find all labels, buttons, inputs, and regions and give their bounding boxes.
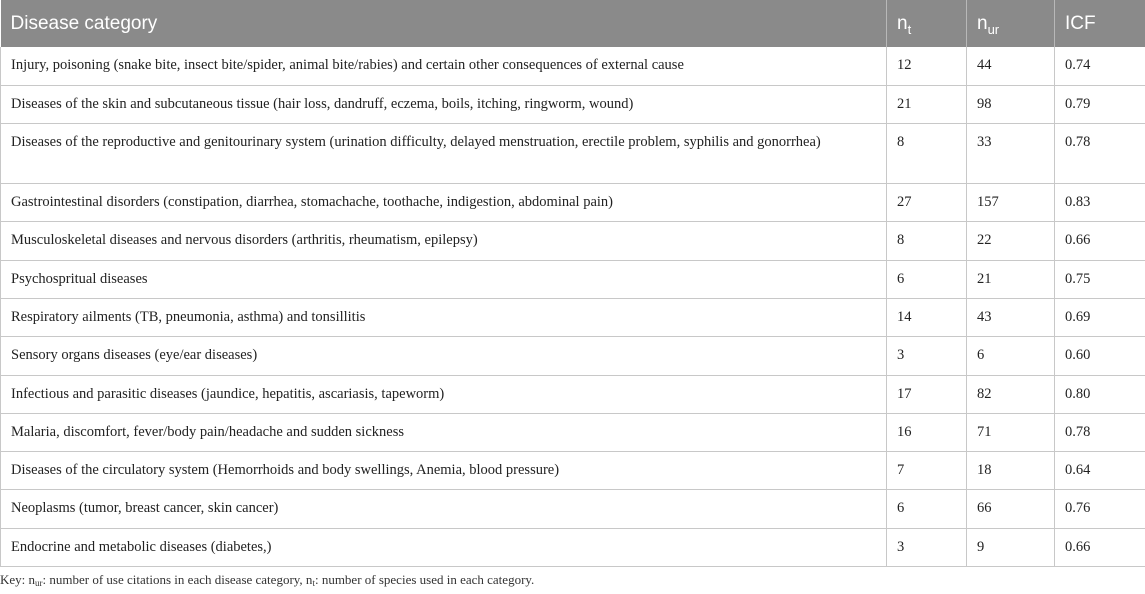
cell-nur: 18 [967,452,1055,490]
cell-icf: 0.76 [1055,490,1145,528]
table-row [1,260,1145,298]
cell-category: Infectious and parasitic diseases (jaundice, hepatitis, ascariasis, tapeworm) [1,375,887,413]
cell-category: Diseases of the circulatory system (Hemorrhoids and body swellings, Anemia, blood pressure) [1,452,887,490]
table-footnote [0,572,534,588]
cell-category: Psychospritual diseases [1,260,887,298]
cell-icf: 0.60 [1055,337,1145,375]
cell-nt: 8 [887,222,967,260]
cell-nur: 98 [967,85,1055,123]
cell-category: Diseases of the reproductive and genitourinary system (urination difficulty, delayed menstruation, erectile problem, syphilis and gonorrhea) [1,124,887,184]
header-nur-sub: ur [987,21,1000,37]
header-row [1,0,1145,47]
cell-icf: 0.64 [1055,452,1145,490]
table-row [1,337,1145,375]
cell-category: Musculoskeletal diseases and nervous disorders (arthritis, rheumatism, epilepsy) [1,222,887,260]
table-row [1,452,1145,490]
table-row [1,490,1145,528]
header-nur-base: n [977,12,988,34]
cell-category: Injury, poisoning (snake bite, insect bite/spider, animal bite/rabies) and certain other consequences of external cause [1,47,887,85]
cell-nt: 3 [887,528,967,566]
cell-nur: 44 [967,47,1055,85]
table-row [1,124,1145,184]
table-row [1,184,1145,222]
table-row [1,298,1145,336]
cell-nt: 7 [887,452,967,490]
cell-icf: 0.74 [1055,47,1145,85]
cell-icf: 0.79 [1055,85,1145,123]
cell-nur: 71 [967,413,1055,451]
table-row [1,413,1145,451]
cell-category: Sensory organs diseases (eye/ear diseases) [1,337,887,375]
footnote-nur-text: : number of use citations in each disease category, n [42,572,313,587]
table-row [1,528,1145,566]
footnote-nt-sub: t [312,578,315,588]
table-row [1,222,1145,260]
cell-nur: 22 [967,222,1055,260]
cell-nur: 6 [967,337,1055,375]
cell-nur: 33 [967,124,1055,184]
cell-nt: 16 [887,413,967,451]
footnote-nt-text: : number of species used in each category. [314,572,535,587]
cell-nt: 12 [887,47,967,85]
table-body [1,47,1145,567]
cell-nur: 21 [967,260,1055,298]
cell-icf: 0.78 [1055,413,1145,451]
header-icf-label: ICF [1065,12,1096,34]
cell-icf: 0.66 [1055,222,1145,260]
cell-icf: 0.78 [1055,124,1145,184]
header-nt-sub: t [907,21,912,37]
cell-nt: 6 [887,490,967,528]
cell-nur: 82 [967,375,1055,413]
cell-category: Malaria, discomfort, fever/body pain/headache and sudden sickness [1,413,887,451]
cell-nur: 9 [967,528,1055,566]
header-nt-base: n [897,12,908,34]
table-row [1,47,1145,85]
table-row [1,85,1145,123]
footnote-key-label: Key: n [0,572,36,587]
cell-icf: 0.66 [1055,528,1145,566]
header-nt [887,0,967,47]
header-disease-category [1,0,887,47]
cell-category: Endocrine and metabolic diseases (diabetes,) [1,528,887,566]
header-icf [1055,0,1145,47]
header-disease-category-label: Disease category [10,12,158,34]
cell-category: Gastrointestinal disorders (constipation, diarrhea, stomachache, toothache, indigestion, abdominal pain) [1,184,887,222]
cell-nt: 3 [887,337,967,375]
cell-icf: 0.80 [1055,375,1145,413]
cell-nt: 6 [887,260,967,298]
cell-nt: 27 [887,184,967,222]
cell-nur: 43 [967,298,1055,336]
cell-nt: 17 [887,375,967,413]
cell-icf: 0.69 [1055,298,1145,336]
footnote-nur-sub: ur [35,578,43,588]
cell-nur: 66 [967,490,1055,528]
cell-icf: 0.83 [1055,184,1145,222]
cell-nt: 21 [887,85,967,123]
cell-nt: 14 [887,298,967,336]
table-header [1,0,1145,47]
table-row [1,375,1145,413]
header-nur [967,0,1055,47]
cell-nur: 157 [967,184,1055,222]
cell-category: Respiratory ailments (TB, pneumonia, asthma) and tonsillitis [1,298,887,336]
cell-category: Diseases of the skin and subcutaneous tissue (hair loss, dandruff, eczema, boils, itching, ringworm, wound) [1,85,887,123]
cell-nt: 8 [887,124,967,184]
cell-icf: 0.75 [1055,260,1145,298]
cell-category: Neoplasms (tumor, breast cancer, skin cancer) [1,490,887,528]
